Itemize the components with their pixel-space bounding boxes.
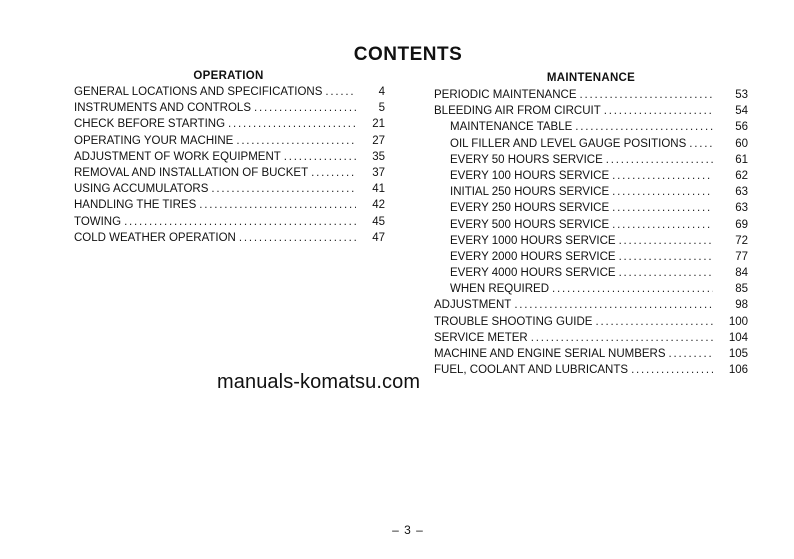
toc-entry-page: 56 <box>735 121 748 134</box>
toc-entry <box>74 214 385 230</box>
toc-entry-title: EVERY 250 HOURS SERVICE <box>450 202 610 215</box>
dot-leader <box>325 84 356 100</box>
toc-entry <box>434 200 748 216</box>
toc-entry-title: BLEEDING AIR FROM CIRCUIT <box>434 105 601 118</box>
dot-leader <box>580 87 714 103</box>
toc-entry <box>434 346 748 362</box>
toc-entry <box>74 197 385 213</box>
toc-entry-title: ADJUSTMENT OF WORK EQUIPMENT <box>74 150 281 163</box>
toc-entry <box>434 362 748 378</box>
dot-leader <box>631 362 713 378</box>
toc-entry-page: 63 <box>735 202 748 215</box>
dot-leader <box>254 100 356 116</box>
dot-leader <box>311 165 356 181</box>
toc-entry-page: 45 <box>372 215 385 228</box>
dot-leader <box>211 181 356 197</box>
toc-entry-page: 84 <box>735 267 748 280</box>
toc-entry <box>74 84 385 100</box>
toc-entry-page: 62 <box>735 169 748 182</box>
dot-leader <box>669 346 713 362</box>
dot-leader <box>619 249 713 265</box>
toc-entry-title: EVERY 50 HOURS SERVICE <box>450 153 603 166</box>
toc-entry-title: COLD WEATHER OPERATION <box>74 231 236 244</box>
toc-entry-title: EVERY 2000 HOURS SERVICE <box>450 250 616 263</box>
toc-entry-title: MACHINE AND ENGINE SERIAL NUMBERS <box>434 348 666 360</box>
operation-entry-list <box>74 84 385 246</box>
toc-entry-page: 60 <box>735 137 748 150</box>
toc-entry <box>74 165 385 181</box>
toc-entry <box>434 330 748 346</box>
toc-entry-page: 63 <box>735 186 748 199</box>
maintenance-entry-list <box>434 87 748 378</box>
toc-entry-title: GENERAL LOCATIONS AND SPECIFICATIONS <box>74 86 323 98</box>
dot-leader <box>228 116 356 132</box>
toc-entry-title: SERVICE METER <box>434 331 528 344</box>
toc-entry-page: 98 <box>735 299 748 312</box>
toc-entry-title: OPERATING YOUR MACHINE <box>74 134 234 147</box>
toc-entry-page: 35 <box>372 150 385 163</box>
toc-entry <box>74 230 385 246</box>
toc-entry <box>434 119 748 135</box>
toc-entry-page: 100 <box>728 315 748 328</box>
dot-leader <box>199 197 356 213</box>
dot-leader <box>612 168 713 184</box>
dot-leader <box>595 314 713 330</box>
toc-entry-title: TROUBLE SHOOTING GUIDE <box>434 315 593 328</box>
dot-leader <box>514 297 713 313</box>
toc-entry-title: PERIODIC MAINTENANCE <box>434 89 577 101</box>
toc-entry-title: TOWING <box>74 215 122 228</box>
dot-leader <box>552 281 713 297</box>
toc-entry-title: HANDLING THE TIRES <box>74 199 197 212</box>
dot-leader <box>612 184 713 200</box>
toc-entry-title: WHEN REQUIRED <box>450 283 550 296</box>
dot-leader <box>236 133 356 149</box>
maintenance-column <box>434 68 748 378</box>
dot-leader <box>124 214 356 230</box>
toc-entry-page: 41 <box>372 183 385 196</box>
dot-leader <box>619 233 713 249</box>
toc-entry <box>434 297 748 313</box>
page-number: – 3 – <box>392 523 424 537</box>
toc-entry-title: EVERY 100 HOURS SERVICE <box>450 169 610 182</box>
dot-leader <box>531 330 713 346</box>
toc-entry-page: 106 <box>728 364 748 377</box>
toc-entry <box>434 103 748 119</box>
toc-entry <box>434 168 748 184</box>
dot-leader <box>239 230 356 246</box>
toc-entry-title: OIL FILLER AND LEVEL GAUGE POSITIONS <box>450 137 687 150</box>
toc-entry <box>434 265 748 281</box>
toc-entry-page: 69 <box>735 218 748 231</box>
toc-entry <box>74 149 385 165</box>
toc-entry-page: 85 <box>735 283 748 296</box>
toc-entry <box>74 133 385 149</box>
operation-heading: OPERATION <box>193 70 264 82</box>
dot-leader <box>606 152 713 168</box>
toc-entry <box>434 314 748 330</box>
toc-entry-page: 77 <box>735 250 748 263</box>
toc-entry-title: EVERY 500 HOURS SERVICE <box>450 218 610 231</box>
dot-leader <box>604 103 713 119</box>
toc-entry-title: ADJUSTMENT <box>434 299 512 312</box>
dot-leader <box>575 119 713 135</box>
toc-entry-title: USING ACCUMULATORS <box>74 183 209 196</box>
toc-entry <box>434 152 748 168</box>
dot-leader <box>619 265 713 281</box>
toc-entry-page: 72 <box>735 234 748 247</box>
toc-entry-title: INSTRUMENTS AND CONTROLS <box>74 102 251 115</box>
maintenance-heading: MAINTENANCE <box>546 72 636 84</box>
toc-entry-title: EVERY 4000 HOURS SERVICE <box>450 267 616 280</box>
toc-entry-page: 4 <box>378 86 385 98</box>
watermark-text: manuals-komatsu.com <box>217 371 421 393</box>
dot-leader <box>689 136 713 152</box>
dot-leader <box>612 217 713 233</box>
toc-entry-page: 27 <box>372 134 385 147</box>
toc-entry-page: 53 <box>735 89 748 101</box>
toc-entry-page: 54 <box>735 105 748 118</box>
toc-entry <box>434 249 748 265</box>
toc-entry-title: REMOVAL AND INSTALLATION OF BUCKET <box>74 166 309 179</box>
toc-entry-page: 37 <box>372 166 385 179</box>
dot-leader <box>284 149 356 165</box>
toc-entry-title: INITIAL 250 HOURS SERVICE <box>450 186 610 199</box>
toc-entry <box>74 116 385 132</box>
toc-entry <box>434 233 748 249</box>
toc-entry <box>74 181 385 197</box>
toc-entry-title: FUEL, COOLANT AND LUBRICANTS <box>434 364 629 377</box>
toc-entry <box>74 100 385 116</box>
toc-entry-page: 47 <box>372 231 385 244</box>
toc-entry-page: 21 <box>372 118 385 131</box>
toc-entry-title: MAINTENANCE TABLE <box>450 121 573 134</box>
toc-entry <box>434 281 748 297</box>
toc-entry-title: CHECK BEFORE STARTING <box>74 118 226 131</box>
operation-column <box>74 68 385 246</box>
toc-entry <box>434 136 748 152</box>
page-title: CONTENTS <box>353 44 463 65</box>
toc-entry-page: 104 <box>728 331 748 344</box>
toc-entry-page: 42 <box>372 199 385 212</box>
toc-entry-page: 105 <box>728 348 748 360</box>
toc-entry <box>434 87 748 103</box>
toc-entry-page: 61 <box>735 153 748 166</box>
toc-entry-page: 5 <box>378 102 385 115</box>
toc-entry-title: EVERY 1000 HOURS SERVICE <box>450 234 616 247</box>
toc-entry <box>434 217 748 233</box>
dot-leader <box>612 200 713 216</box>
toc-entry <box>434 184 748 200</box>
